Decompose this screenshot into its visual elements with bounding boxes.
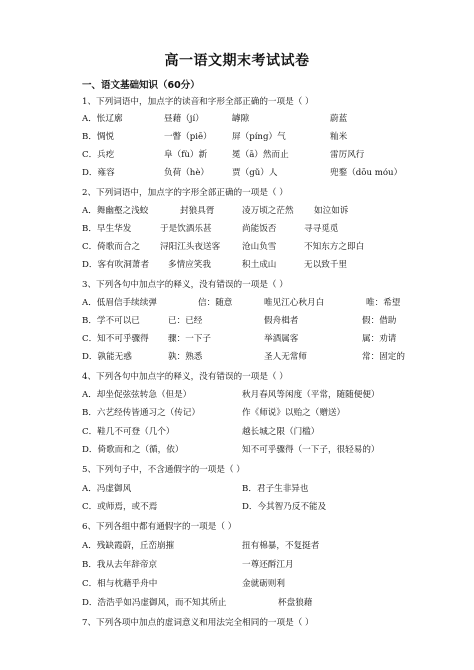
option-text: 籼米: [330, 132, 348, 142]
option-text: 唯见江心秋月白: [264, 298, 325, 308]
option-text: 贾（gǔ）人: [232, 168, 278, 178]
option-text: 蔚蓝: [330, 114, 348, 124]
question-text: 3、下列各句中加点字的释义，没有错误的一项是（ ）: [82, 280, 288, 290]
option-text: A．舞幽壑之浅蛟: [82, 206, 149, 216]
option-text: 扭有棉暴，不复挺者: [242, 541, 320, 551]
option-text: A．冯虚御风: [82, 484, 132, 494]
question-text: 2、下列词语中，加点字的字形全部正确的一项是（ ）: [82, 188, 288, 198]
option-text: C．倚歌而合之: [82, 242, 141, 252]
option-text: 杯盘狼藉: [278, 598, 313, 608]
option-text: 作《师说》以贻之（赠送）: [242, 408, 346, 418]
option-text: 越长城之限（门槛）: [242, 427, 320, 437]
question-text: 7、下列各项中加点的虚词意义和用法完全相同的一项是（ ）: [82, 618, 314, 628]
option-text: C．鞋几不可登（几个）: [82, 427, 175, 437]
option-text: 信：随意: [198, 298, 233, 308]
option-text: 举酒属客: [264, 334, 299, 344]
option-text: 多情应笑我: [168, 260, 211, 270]
option-text: 封狼具胥: [180, 206, 215, 216]
option-text: B．学不可以已: [82, 316, 140, 326]
option-text: 已：已经: [168, 316, 203, 326]
option-text: 阜（fù）新: [164, 150, 208, 160]
option-text: 知不可乎骤得（一下子，很轻易的）: [242, 445, 380, 455]
option-text: 浔阳江头夜送客: [160, 242, 221, 252]
question-text: 5、下列句子中，不含通假字的一项是（ ）: [82, 465, 245, 475]
option-text: 雷厉风行: [330, 150, 365, 160]
question-text: 6、下列各组中都有通假字的一项是（ ）: [82, 522, 237, 532]
option-text: 孰：熟悉: [168, 352, 203, 362]
option-text: 假：借助: [362, 316, 397, 326]
option-text: 一尊还酹江月: [242, 560, 294, 570]
option-text: C．或师焉，或不焉: [82, 502, 158, 512]
option-text: 于是饮酒乐甚: [160, 224, 212, 234]
question-text: 4、下列各句中加点字的释义，没有错误的一项是（ ）: [82, 372, 288, 382]
option-text: D．倚歌而和之（循，依）: [82, 445, 184, 455]
option-text: A．怅辽廓: [82, 114, 123, 124]
option-text: B．君子生非异也: [242, 484, 309, 494]
option-text: 积土成山: [242, 260, 277, 270]
option-text: 常：固定的: [362, 352, 405, 362]
option-text: 如泣如诉: [314, 206, 349, 216]
option-text: 寻寻觅觅: [304, 224, 339, 234]
option-text: 昼藉（jí）: [164, 114, 204, 124]
option-text: A．却坐促弦弦转急（但是）: [82, 390, 192, 400]
option-text: 不知东方之即白: [304, 242, 365, 252]
option-text: 屏（píng）气: [232, 132, 286, 142]
option-text: D．浩浩乎如冯虚御风，而不知其所止: [82, 598, 227, 608]
option-text: D．孰能无惑: [82, 352, 132, 362]
option-text: 唯：希望: [366, 298, 401, 308]
option-text: B．惆悦: [82, 132, 115, 142]
page-title: 高一语文期末考试试卷: [164, 53, 310, 69]
option-text: B．我从去年辞帝京: [82, 560, 158, 570]
option-text: 凌万顷之茫然: [242, 206, 294, 216]
option-text: 无以致千里: [304, 260, 347, 270]
option-text: 圣人无常师: [264, 352, 307, 362]
option-text: 假舟楫者: [264, 316, 299, 326]
option-text: 沧山负雪: [242, 242, 277, 252]
option-text: 冕（ā）然而止: [232, 150, 289, 160]
option-text: 属：劝请: [362, 334, 397, 344]
option-text: 尚能饭否: [242, 224, 277, 234]
option-text: 兜鍪（dōu móu）: [330, 168, 403, 178]
option-text: D．今其智乃反不能及: [242, 502, 327, 512]
option-text: C．相与枕藉乎舟中: [82, 579, 158, 589]
option-text: D．雍容: [82, 168, 115, 178]
option-text: 金就砺则利: [242, 579, 285, 589]
option-text: 罅隙: [232, 114, 250, 124]
option-text: 骤：一下子: [168, 334, 211, 344]
option-text: C．兵疙: [82, 150, 115, 160]
question-text: 1、下列词语中，加点字的读音和字形全部正确的一项是（ ）: [82, 97, 314, 107]
option-text: 秋月春风等闲度（平常，随随便便）: [242, 390, 380, 400]
option-text: B．早生华发: [82, 224, 132, 234]
option-text: B．六艺经传皆通习之（传记）: [82, 408, 201, 418]
option-text: 一瞥（piē）: [164, 132, 212, 142]
option-text: A．残缺霞蔚，丘峦崩摧: [82, 541, 175, 551]
section-heading: 一、语文基础知识（60分）: [82, 80, 200, 91]
option-text: D．客有吹洞萧者: [82, 260, 150, 270]
option-text: A．低眉信手续续弹: [82, 298, 157, 308]
option-text: C．知不可乎骤得: [82, 334, 149, 344]
option-text: 负荷（hè）: [164, 168, 209, 178]
